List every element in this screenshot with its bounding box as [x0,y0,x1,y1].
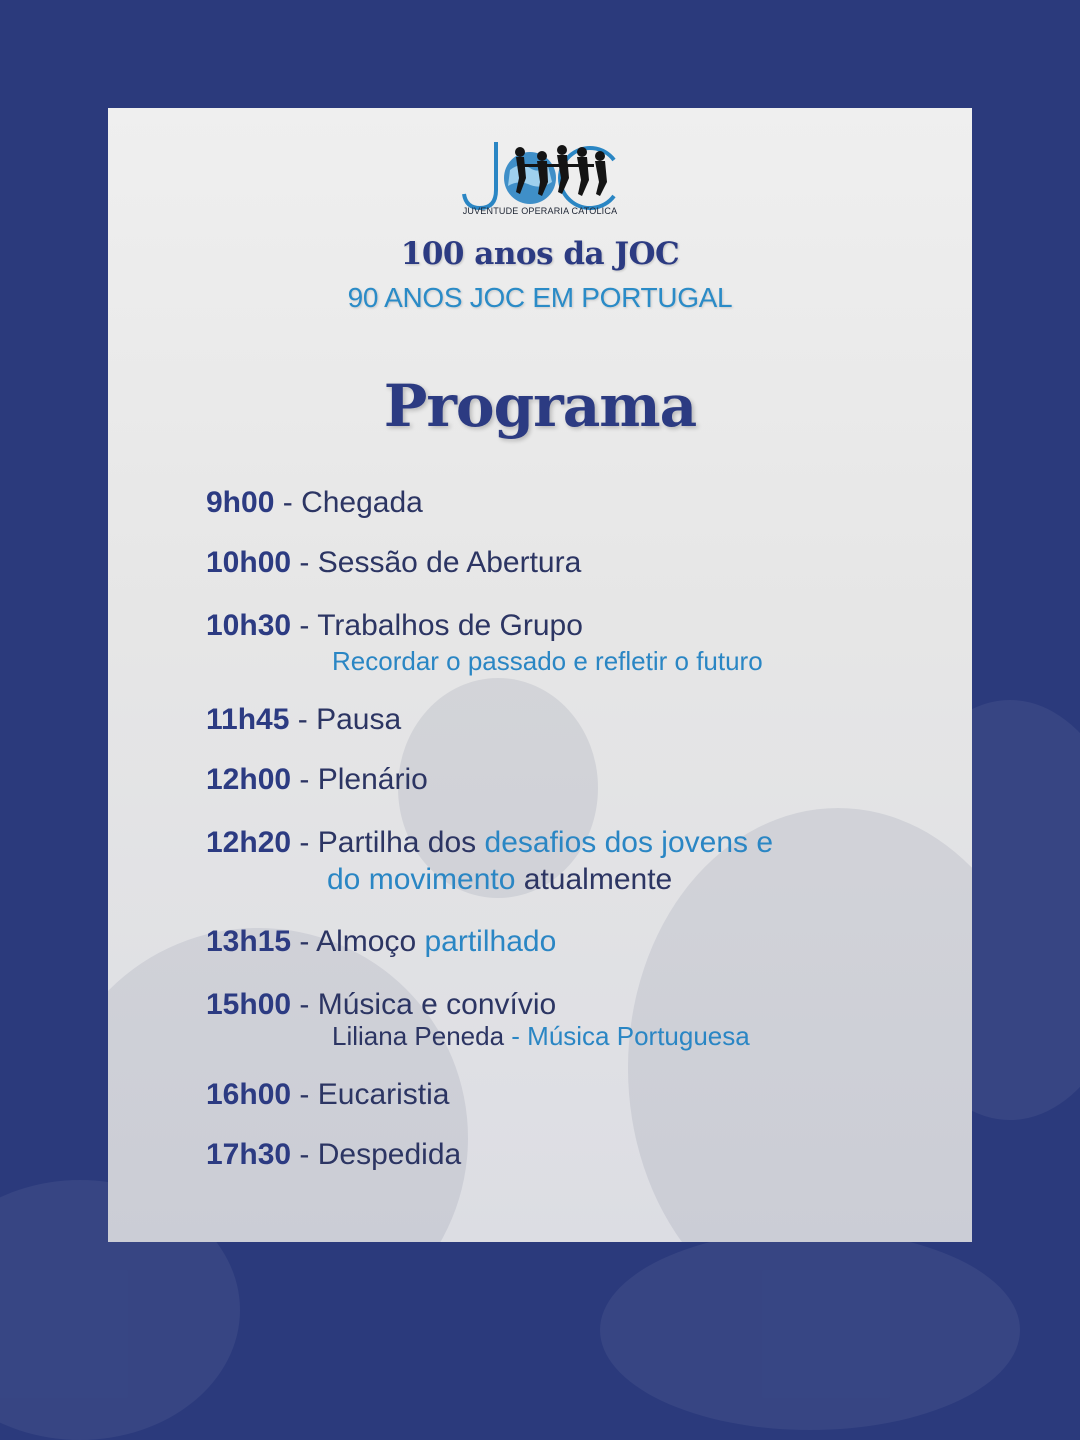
schedule-highlight: do movimento [327,863,516,896]
schedule-time: 9h00 [206,486,275,519]
schedule-time: 13h15 [206,925,292,958]
schedule-item-continuation [327,863,672,897]
schedule-time: 11h45 [206,703,290,736]
schedule-highlight: partilhado [424,925,557,958]
schedule-time: 16h00 [206,1078,292,1111]
background-shape [600,1230,1020,1430]
schedule-item: 10h30 - Trabalhos de Grupo [206,609,583,642]
program-card [108,108,972,1242]
logo-caption: JUVENTUDE OPERARIA CATOLICA [462,206,618,216]
schedule-item: 16h00 - Eucaristia [206,1078,450,1111]
schedule-highlight: desafios dos jovens e [484,826,774,859]
program-heading: Programa [383,372,697,440]
schedule-time: 15h00 [206,988,292,1021]
schedule-item: 12h00 - Plenário [206,763,428,796]
schedule-time: 17h30 [206,1138,292,1171]
schedule-label: Chegada [301,486,423,519]
schedule-time: 12h00 [206,763,292,796]
schedule-label: Pausa [316,703,402,736]
event-title: 100 anos da JOC [400,236,680,272]
schedule-item: 12h20 - Partilha dos desafios dos jovens e [206,826,774,859]
schedule-item: 10h00 - Sessão de Abertura [206,546,582,579]
schedule-item: 13h15 - Almoço partilhado [206,925,557,958]
performance-genre: - Música Portuguesa [511,1021,750,1051]
schedule-subtitle [332,1021,750,1052]
schedule-label: Almoço [316,925,417,958]
schedule-label: Plenário [317,763,428,796]
schedule-item: 11h45 - Pausa [206,703,402,736]
schedule-time: 10h30 [206,609,292,642]
schedule-item: 17h30 - Despedida [206,1138,462,1171]
schedule-label: Despedida [317,1138,462,1171]
schedule-item: 9h00 - Chegada [206,486,423,519]
schedule-label: Eucaristia [317,1078,450,1111]
schedule-time: 12h20 [206,826,292,859]
event-subtitle: 90 ANOS JOC EM PORTUGAL [347,282,733,313]
schedule-label: Trabalhos de Grupo [317,609,583,642]
schedule-subtitle: Recordar o passado e refletir o futuro [332,646,763,676]
schedule-item: 15h00 - Música e convívio [206,988,557,1021]
schedule-label: Sessão de Abertura [317,546,582,579]
performer-name: Liliana Peneda [332,1021,505,1051]
schedule-label: atualmente [523,863,673,896]
schedule-time: 10h00 [206,546,292,579]
schedule-label: Partilha dos [317,826,477,859]
schedule-label: Música e convívio [317,988,557,1021]
